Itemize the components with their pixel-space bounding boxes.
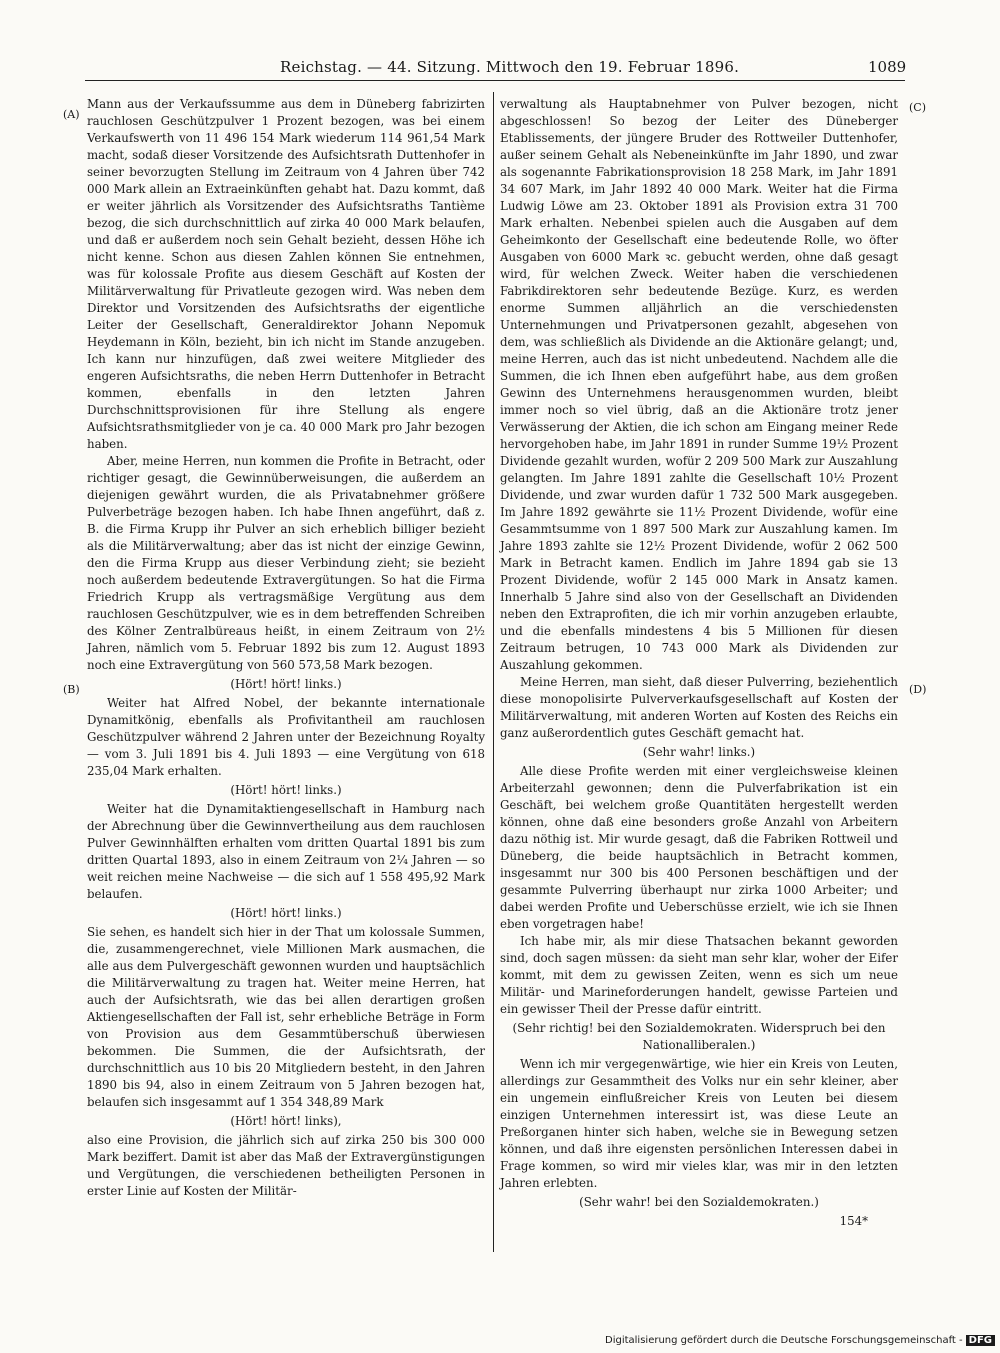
right-column [500, 96, 898, 1230]
interjection: (Hört! hört! links.) [230, 783, 342, 797]
paragraph: Weiter hat die Dynamitaktiengesellschaft in Hamburg nach der Abrechnung über die Gewinnvertheilung aus dem rauchlosen Pulver Gewinnhälften erhalten vom dritten Quartal 1891 bis zum dritten Quartal 1893, also in einem Zeitraum von 2¼ Jahren — so weit reichen meine Nachweise — die sich auf 1 558 495,92 Mark belaufen. [87, 802, 485, 901]
interjection: (Hört! hört! links.) [230, 906, 342, 920]
interjection: (Sehr richtig! bei den Sozialdemokraten. Widerspruch bei den Nationalliberalen.) [512, 1021, 886, 1052]
paragraph: Mann aus der Verkaufssumme aus dem in Düneberg fabrizirten rauchlosen Geschützpulver 1 Prozent bezogen, was bei einem Verkaufswerth von 11 496 154 Mark wiederum 114 961,54 Mark macht, sodaß dieser Vorsitzende des Aufsichtsrath Duttenhofer in seiner bevorzugten Stellung im Zeitraum von 4 Jahren über 742 000 Mark allein an Extraeinkünften gehabt hat. Dazu kommt, daß er weiter jährlich als Vorsitzender des Aufsichtsraths Tantième bezog, die sich durchschnittlich auf zirka 40 000 Mark belaufen, und daß er außerdem noch sein Gehalt bezieht, dessen Höhe ich nicht kenne. Schon aus diesen Zahlen können Sie entnehmen, was für kolossale Profite aus diesem Geschäft auf Kosten der Militärverwaltung für Privatleute gezogen wird. Was neben dem Direktor und Vorsitzenden des Aufsichtsraths der eigentliche Leiter der Gesellschaft, Generaldirektor Johann Nepomuk Heydemann in Köln, bezieht, bin ich nicht im Stande anzugeben. Ich kann nur hinzufügen, daß zwei weitere Mitglieder des engeren Aufsichtsraths, die neben Herrn Duttenhofer in Betracht kommen, ebenfalls in den letzten Jahren Durchschnittsprovisionen für ihre Stellung als engere Aufsichtsrathsmitglieder von je ca. 40 000 Mark pro Jahr bezogen haben. [87, 97, 485, 451]
paragraph: Aber, meine Herren, nun kommen die Profite in Betracht, oder richtiger gesagt, die Gewinnüberweisungen, die außerdem an diejenigen gewährt wurden, die als Privatabnehmer größere Pulverbeträge bezogen haben. Ich habe Ihnen angeführt, daß z. B. die Firma Krupp ihr Pulver an sich erheblich billiger bezieht als die Militärverwaltung; aber das ist nicht der einzige Gewinn, den die Firma Krupp aus dieser Verbindung zieht; sie bezieht noch außerdem bedeutende Extravergütungen. So hat die Firma Friedrich Krupp als vertragsmäßige Vergütung aus dem rauchlosen Geschützpulver, wie es in dem betreffenden Schreiben des Kölner Zentralbüreaus heißt, in einem Zeitraum von 2½ Jahren, nämlich vom 5. Februar 1892 bis zum 12. August 1893 noch eine Extravergütung von 560 573,58 Mark bezogen. [87, 454, 485, 672]
margin-marker-b: (B) [63, 683, 80, 696]
header-rule [85, 80, 905, 81]
dfg-logo-icon: DFG [966, 1335, 995, 1346]
paragraph: Meine Herren, man sieht, daß dieser Pulverring, beziehentlich diese monopolisirte Pulververkaufsgesellschaft auf Kosten der Militärverwaltung, mit anderen Worten auf Kosten des Reichs ein ganz außerordentlich gutes Geschäft gemacht hat. [500, 675, 898, 740]
interjection: (Sehr wahr! links.) [642, 745, 756, 759]
page-header [0, 58, 1000, 82]
page-number: 1089 [868, 58, 907, 76]
paragraph: Wenn ich mir vergegenwärtige, wie hier ein Kreis von Leuten, allerdings zur Gesammtheit des Volks nur ein sehr kleiner, aber ein ungemein einflußreicher Kreis von Leuten bei diesem einzigen Unternehmen interessirt ist, was diese Leute an Preßorganen hinter sich haben, welche sie in Bewegung setzen können, und daß ihre eigensten persönlichen Interessen dabei in Frage kommen, so wird mir vieles klar, was mir in den letzten Jahren erlebten. [500, 1057, 898, 1190]
paragraph: Weiter hat Alfred Nobel, der bekannte internationale Dynamitkönig, ebenfalls als Profivitantheil am rauchlosen Geschützpulver während 2 Jahren unter der Bezeichnung Royalty — vom 3. Juli 1891 bis 4. Juli 1893 — eine Vergütung von 618 235,04 Mark erhalten. [87, 696, 485, 778]
paragraph: Alle diese Profite werden mit einer vergleichsweise kleinen Arbeiterzahl gewonnen; denn die Pulverfabrikation ist ein Geschäft, bei welchem große Quantitäten hergestellt werden können, ohne daß eine besonders große Anzahl von Arbeitern dazu nöthig ist. Mir wurde gesagt, daß die Fabriken Rottweil und Düneberg, die beide hauptsächlich in Betracht kommen, insgesammt nur 300 bis 400 Personen beschäftigen und der gesammte Pulverring überhaupt nur zirka 1000 Arbeiter; und dabei werden Profite und Ueberschüsse erzielt, wie ich sie Ihnen eben vorgetragen habe! [500, 764, 898, 931]
signature-mark: 154* [839, 1214, 868, 1228]
paragraph: also eine Provision, die jährlich sich auf zirka 250 bis 300 000 Mark beziffert. Damit ist aber das Maß der Extravergünstigungen und Vergütungen, die verschiedenen betheiligten Personen in erster Linie auf Kosten der Militär- [87, 1133, 485, 1198]
margin-marker-d: (D) [909, 683, 927, 696]
margin-marker-a: (A) [63, 108, 80, 121]
digitization-footer [605, 1335, 995, 1346]
paragraph: Sie sehen, es handelt sich hier in der That um kolossale Summen, die, zusammengerechnet, viele Millionen Mark ausmachen, die alle aus dem Pulvergeschäft gewonnen wurden und hauptsächlich die Militärverwaltung zu tragen hat. Weiter meine Herren, hat auch der Aufsichtsrath, wie das bei allen derartigen großen Aktiengesellschaften der Fall ist, sehr erhebliche Beträge in Form von Provision aus dem Gesammtüberschuß überwiesen bekommen. Die Summen, die der Aufsichtsrath, der durchschnittlich aus 10 bis 20 Mitgliedern besteht, in den Jahren 1890 bis 94, also in einem Zeitraum von 5 Jahren bezogen hat, belaufen sich insgesammt auf 1 354 348,89 Mark [87, 925, 485, 1109]
margin-marker-c: (C) [909, 101, 926, 114]
interjection: (Sehr wahr! bei den Sozialdemokraten.) [579, 1195, 819, 1209]
left-column [87, 96, 485, 1200]
column-divider [493, 92, 494, 1252]
header-title: Reichstag. — 44. Sitzung. Mittwoch den 19. Februar 1896. [280, 58, 740, 76]
footer-text: Digitalisierung gefördert durch die Deutsche Forschungsgemeinschaft - [605, 1335, 963, 1346]
interjection: (Hört! hört! links), [230, 1114, 342, 1128]
paragraph: verwaltung als Hauptabnehmer von Pulver bezogen, nicht abgeschlossen! So bezog der Leiter des Düneberger Etablissements, der jüngere Bruder des Rottweiler Duttenhofer, außer seinem Gehalt als Nebeneinkünfte im Jahr 1890, und zwar als sogenannte Fabrikationsprovision 18 258 Mark, im Jahr 1891 34 607 Mark, im Jahr 1892 40 000 Mark. Weiter hat die Firma Ludwig Löwe am 23. Oktober 1891 als Provision extra 31 700 Mark erhalten. Nebenbei spielen auch die Ausgaben auf dem Geheimkonto der Gesellschaft eine bedeutende Rolle, wo öfter Ausgaben von 6000 Mark ꝛc. gebucht werden, ohne daß gesagt wird, für welchen Zweck. Weiter haben die verschiedenen Fabrikdirektoren sehr bedeutende Bezüge. Kurz, es werden enorme Summen alljährlich an die verschiedensten Unternehmungen und Privatpersonen gezahlt, abgesehen von dem, was schließlich als Dividende an die Aktionäre gelangt; und, meine Herren, auch das ist nicht unbedeutend. Nachdem alle die Summen, die ich Ihnen eben aufgeführt habe, aus dem großen Gewinn des Unternehmens herausgenommen wurden, bleibt immer noch so viel übrig, daß an die Aktionäre trotz jener Verwässerung der Aktien, die ich schon am Eingang meiner Rede hervorgehoben habe, im Jahr 1891 in runder Summe 19½ Prozent Dividende gezahlt wurden, wofür 2 209 500 Mark zur Auszahlung gelangten. Im Jahre 1891 zahlte die Gesellschaft 10½ Prozent Dividende, und zwar wurden dafür 1 732 500 Mark ausgegeben. Im Jahre 1892 gewährte sie 11½ Prozent Dividende, wofür eine Gesammtsumme von 1 897 500 Mark zur Auszahlung kamen. Im Jahre 1893 zahlte sie 12½ Prozent Dividende, wofür 2 062 500 Mark in Betracht kamen. Endlich im Jahre 1894 gab sie 13 Prozent Dividende, wofür 2 145 000 Mark in Ansatz kamen. Innerhalb 5 Jahre sind also von der Gesellschaft an Dividenden neben den Extraprofiten, die ich mir vorhin anzugeben erlaubte, und die ebenfalls mindestens 4 bis 5 Millionen für diesen Zeitraum betrugen, 10 743 000 Mark als Dividenden zur Auszahlung gekommen. [500, 97, 898, 672]
interjection: (Hört! hört! links.) [230, 677, 342, 691]
paragraph: Ich habe mir, als mir diese Thatsachen bekannt geworden sind, doch sagen müssen: da sieht man sehr klar, woher der Eifer kommt, mit dem zu gewissen Zeiten, wenn es sich um neue Militär- und Marineforderungen handelt, gewisse Parteien und ein gewisser Theil der Presse dafür eintritt. [500, 934, 898, 1016]
